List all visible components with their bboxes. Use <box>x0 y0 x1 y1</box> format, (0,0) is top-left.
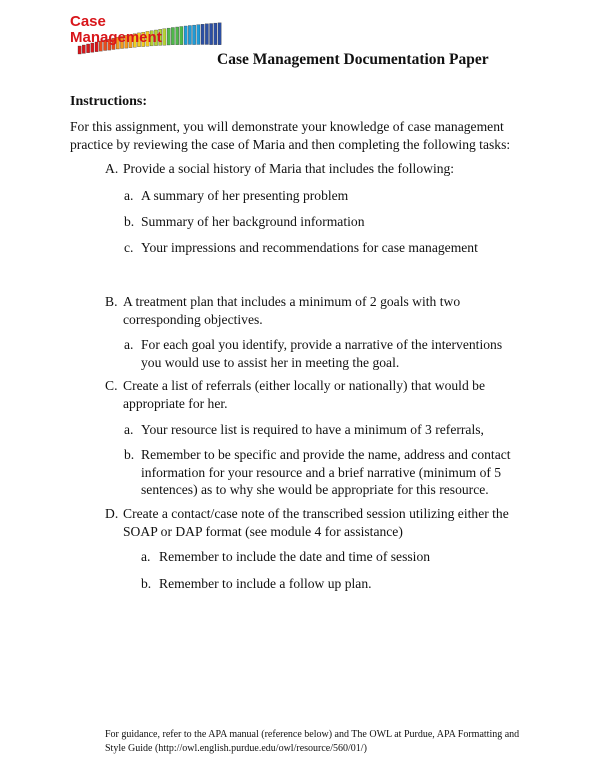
logo-ribbon-segment <box>184 26 187 45</box>
section-label: B. <box>105 294 118 309</box>
footer-note: For guidance, refer to the APA manual (reference below) and The OWL at Purdue, APA Formatting and Style Guide (http://owl.english.purdue.edu/owl/resource/560/01/) <box>105 729 520 754</box>
logo-ribbon-segment <box>78 46 81 54</box>
sub-text: Remember to include the date and time of session <box>159 549 431 564</box>
logo-ribbon-segment <box>193 25 196 44</box>
logo-ribbon-segment <box>218 23 221 45</box>
sub-label: a. <box>124 422 134 437</box>
logo-ribbon-segment <box>188 26 191 45</box>
logo-ribbon-segment <box>176 27 179 45</box>
intro-paragraph: For this assignment, you will demonstrate your knowledge of case management practice by reviewing the case of Maria and then completing the following tasks: <box>70 119 511 152</box>
logo-line-2: Management <box>70 29 162 46</box>
sub-text: Your impressions and recommendations for case management <box>141 240 478 255</box>
sub-text: Remember to include a follow up plan. <box>159 576 372 591</box>
instructions-heading: Instructions: <box>70 94 148 109</box>
section-label: C. <box>105 378 118 393</box>
logo-ribbon-segment <box>180 27 183 45</box>
logo-ribbon-segment <box>197 25 200 45</box>
section-text: Provide a social history of Maria that includes the following: <box>123 161 455 176</box>
sub-text: A summary of her presenting problem <box>141 188 349 203</box>
logo-ribbon-segment <box>167 28 170 45</box>
sub-label: b. <box>124 214 135 229</box>
section-label: A. <box>105 161 119 176</box>
section-text: Create a list of referrals (either locally or nationally) that would be appropriate for her. <box>123 378 485 411</box>
sub-label: a. <box>124 337 134 352</box>
logo-ribbon-segment <box>82 45 85 53</box>
logo-ribbon-segment <box>201 24 204 44</box>
sub-text: Your resource list is required to have a minimum of 3 referrals, <box>141 422 484 437</box>
section-text: A treatment plan that includes a minimum of 2 goals with two corresponding objectives. <box>123 294 461 327</box>
sub-label: b. <box>124 447 135 462</box>
logo-text <box>70 14 162 46</box>
logo-ribbon-segment <box>171 28 174 45</box>
logo-ribbon-segment <box>205 24 208 45</box>
sub-label: b. <box>141 576 152 591</box>
sub-text: For each goal you identify, provide a narrative of the interventions you would use to assist her in meeting the goal. <box>141 337 503 370</box>
logo-ribbon-segment <box>210 24 213 45</box>
sub-label: c. <box>124 240 134 255</box>
sub-text: Summary of her background information <box>141 214 365 229</box>
sub-label: a. <box>124 188 134 203</box>
logo-line-1: Case <box>70 13 106 30</box>
page-title: Case Management Documentation Paper <box>217 51 489 68</box>
sub-text: Remember to be specific and provide the name, address and contact information for your resource and a brief narrative (minimum of 5 sentences) as to why she would be appropriate for this resource. <box>141 447 511 497</box>
section-label: D. <box>105 506 119 521</box>
sub-label: a. <box>141 549 151 564</box>
section-text: Create a contact/case note of the transcribed session utilizing either the SOAP or DAP format (see module 4 for assistance) <box>123 506 509 539</box>
logo-ribbon-segment <box>163 29 166 46</box>
logo-ribbon-segment <box>214 23 217 45</box>
